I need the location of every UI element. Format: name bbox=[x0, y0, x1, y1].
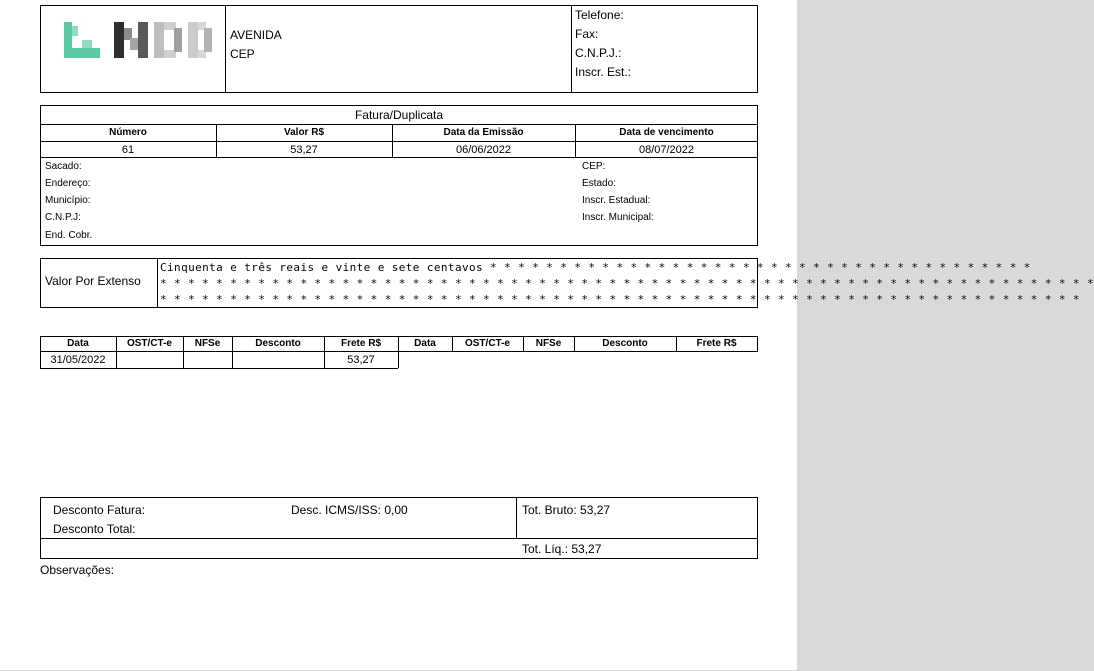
company-address-line1: AVENIDA bbox=[230, 28, 282, 42]
header-issue-date: Data da Emissão bbox=[443, 127, 524, 138]
invoice-section-title: Fatura/Duplicata bbox=[354, 108, 444, 122]
total-discount-label: Desconto Total: bbox=[53, 522, 136, 536]
items-header-date-2: Data bbox=[414, 338, 436, 349]
invoice-issue-date: 06/06/2022 bbox=[455, 144, 512, 156]
header-value: Valor R$ bbox=[283, 127, 325, 138]
zip-label: CEP: bbox=[582, 161, 606, 172]
city-reg-label: Inscr. Municipal: bbox=[582, 212, 654, 223]
invoice-due-date: 08/07/2022 bbox=[638, 144, 695, 156]
state-reg-label: Inscr. Estadual: bbox=[582, 195, 651, 206]
item-row-date: 31/05/2022 bbox=[50, 354, 106, 366]
invoice-discount-label: Desconto Fatura: bbox=[53, 503, 146, 517]
amount-words-line1: Cinquenta e três reais e vinte e sete centavos * * * * * * * * * * * * * * * * * * * * * * * * * * * * * * * * * * * * * * * bbox=[160, 261, 1031, 274]
icms-discount-label: Desc. ICMS/ISS: 0,00 bbox=[291, 503, 408, 517]
address-label: Endereço: bbox=[45, 178, 91, 189]
company-phone-label: Telefone: bbox=[575, 8, 624, 22]
items-header-date: Data bbox=[67, 338, 89, 349]
gross-total-label: Tot. Bruto: 53,27 bbox=[522, 503, 611, 517]
items-header-discount: Desconto bbox=[255, 338, 301, 349]
company-address-line2: CEP bbox=[230, 47, 255, 61]
amount-words-line2: * * * * * * * * * * * * * * * * * * * * * * * * * * * * * * * * * * * * * * * * * * * * * * * * * * * * * * * * * * * * * * * * * * * bbox=[160, 277, 1094, 290]
ndd-logo bbox=[64, 22, 212, 58]
items-header-ost: OST/CT-e bbox=[126, 338, 172, 349]
invoice-number: 61 bbox=[121, 144, 135, 156]
items-header-freight: Frete R$ bbox=[340, 338, 381, 349]
items-header-freight-2: Frete R$ bbox=[696, 338, 737, 349]
state-label: Estado: bbox=[582, 178, 616, 189]
billing-address-label: End. Cobr. bbox=[45, 230, 93, 241]
items-header-discount-2: Desconto bbox=[602, 338, 648, 349]
header-number: Número bbox=[109, 127, 147, 138]
invoice-value: 53,27 bbox=[290, 144, 318, 156]
amount-words-line3: * * * * * * * * * * * * * * * * * * * * * * * * * * * * * * * * * * * * * * * * * * * * * * * * * * * * * * * * * * * * * * * * * * bbox=[160, 293, 1080, 306]
drawee-label: Sacado: bbox=[45, 161, 82, 172]
notes-label: Observações: bbox=[40, 563, 115, 577]
header-due-date: Data de vencimento bbox=[619, 127, 714, 138]
item-row-freight: 53,27 bbox=[347, 354, 375, 366]
company-cnpj-label: C.N.P.J.: bbox=[575, 46, 622, 60]
company-state-reg-label: Inscr. Est.: bbox=[575, 65, 632, 79]
items-header-nfse: NFSe bbox=[194, 338, 221, 349]
items-header-nfse-2: NFSe bbox=[535, 338, 562, 349]
amount-words-label: Valor Por Extenso bbox=[45, 274, 141, 288]
customer-cnpj-label: C.N.P.J: bbox=[45, 212, 81, 223]
net-total-label: Tot. Líq.: 53,27 bbox=[522, 542, 602, 556]
city-label: Município: bbox=[45, 195, 91, 206]
company-fax-label: Fax: bbox=[575, 27, 599, 41]
items-header-ost-2: OST/CT-e bbox=[464, 338, 510, 349]
